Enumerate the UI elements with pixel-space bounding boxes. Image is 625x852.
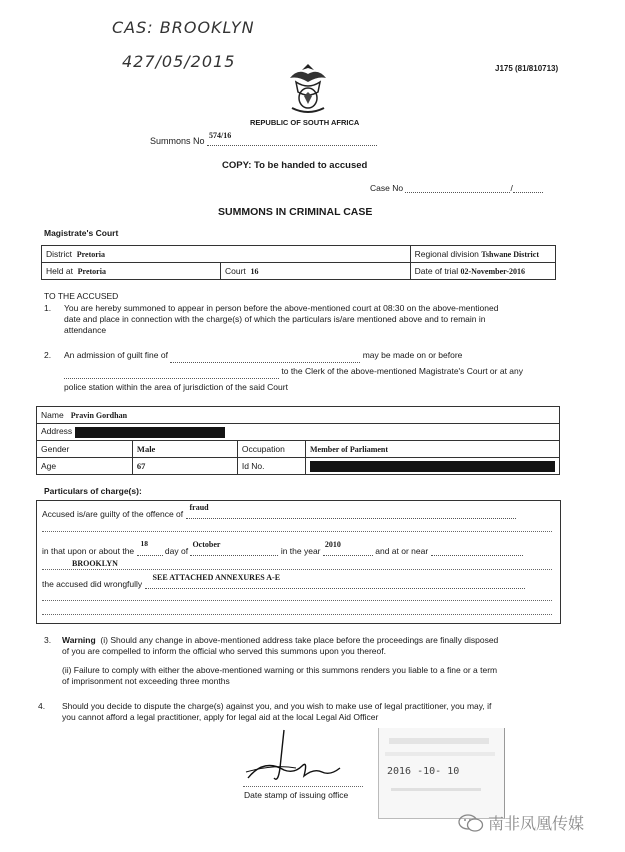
document-title: SUMMONS IN CRIMINAL CASE xyxy=(218,206,373,218)
occupation-label-cell: Occupation xyxy=(237,441,305,458)
date-stamp xyxy=(378,728,505,819)
gender-value-cell: Male xyxy=(132,441,237,458)
address-cell: Address xyxy=(37,424,560,441)
form-code: J175 (81/810713) xyxy=(495,64,559,73)
watermark-text: 南非凤凰传媒 xyxy=(488,814,585,833)
regional-division-cell: Regional division Tshwane District xyxy=(410,246,555,263)
summons-value: 574/16 xyxy=(209,131,232,140)
summons-number-row xyxy=(150,131,377,146)
redacted-address xyxy=(75,427,225,438)
handwritten-case-ref: CAS: BROOKLYN xyxy=(112,18,255,37)
redacted-id-number xyxy=(310,461,555,472)
handwritten-date: 427/05/2015 xyxy=(122,52,236,71)
case-number-row xyxy=(370,182,543,193)
age-value-cell: 67 xyxy=(132,458,237,475)
id-label-cell: Id No. xyxy=(237,458,305,475)
court-details-table xyxy=(41,245,556,280)
accused-details-table xyxy=(36,406,560,475)
offence-place: BROOKLYN xyxy=(72,559,118,568)
blank-line xyxy=(42,569,552,570)
gender-label-cell: Gender xyxy=(37,441,133,458)
wrongfully-line: the accused did wrongfully SEE ATTACHED ANNEXURES A-E xyxy=(42,578,557,589)
offence-month: October xyxy=(192,540,221,549)
age-label-cell: Age xyxy=(37,458,133,475)
occupation-value-cell: Member of Parliament xyxy=(306,441,560,458)
paragraph-4: 4. Should you decide to dispute the charge(s) against you, and you wish to make use of legal practitioner, you may, if you cannot afford a legal practitioner, apply for legal aid at the local Legal Aid Officer xyxy=(38,701,492,722)
name-cell: Name Pravin Gordhan xyxy=(37,407,560,424)
stamp-date: 2016 -10- 10 xyxy=(387,766,460,777)
offence-day: 18 xyxy=(140,539,149,548)
case-no-label: Case No xyxy=(370,183,404,193)
court-number-cell: Court 16 xyxy=(221,263,411,280)
held-at-cell: Held at Pretoria xyxy=(42,263,221,280)
chat-bubble-icon xyxy=(458,813,484,833)
date-of-offence-line: in that upon or about the 18 day of October in the year 2010 and at or near xyxy=(42,545,557,556)
summons-label: Summons No xyxy=(150,136,205,146)
date-stamp-caption: Date stamp of issuing office xyxy=(244,790,349,800)
copy-instruction: COPY: To be handed to accused xyxy=(222,160,368,171)
to-the-accused-heading: TO THE ACCUSED xyxy=(44,291,119,301)
blank-line xyxy=(42,600,552,601)
blank-line xyxy=(42,531,552,532)
magistrates-court-heading: Magistrate's Court xyxy=(44,228,119,238)
republic-heading: REPUBLIC OF SOUTH AFRICA xyxy=(250,118,360,127)
wrongfully-value: SEE ATTACHED ANNEXURES A-E xyxy=(152,573,281,582)
paragraph-3-warning: 3. Warning (i) Should any change in above-mentioned address take place before the proceedings are finally disposed of you are compelled to inform the official who served this summons upon you thereof. (ii) Failure to comply with either the above-mentioned warning or this summons renders you liable to a fine or a term of imprisonment not exceeding three months xyxy=(44,635,499,686)
case-no-separator: / xyxy=(510,183,513,193)
offence-value: fraud xyxy=(189,503,209,512)
blank-line xyxy=(42,614,552,615)
id-value-cell xyxy=(306,458,560,475)
district-cell: District Pretoria xyxy=(42,246,411,263)
paragraph-1: 1. You are hereby summoned to appear in person before the above-mentioned court at 08:30 on the above-mentioned date and place in connection with the charge(s) of which the particulars is/are mentioned above and to remain in attendance xyxy=(44,303,499,335)
offence-year: 2010 xyxy=(324,540,341,549)
watermark xyxy=(458,811,584,834)
date-of-trial-cell: Date of trial 02-November-2016 xyxy=(410,263,555,280)
signature-line xyxy=(243,786,363,787)
coat-of-arms-emblem xyxy=(282,60,334,116)
particulars-heading: Particulars of charge(s): xyxy=(44,486,142,496)
signature xyxy=(244,728,354,788)
offence-line: Accused is/are guilty of the offence of fraud xyxy=(42,508,554,519)
paragraph-2: 2. An admission of guilt fine of may be made on or before to the Clerk of the above-mentioned Magistrate's Court or at any police station within the area of jurisdiction of the said Court xyxy=(44,350,524,392)
